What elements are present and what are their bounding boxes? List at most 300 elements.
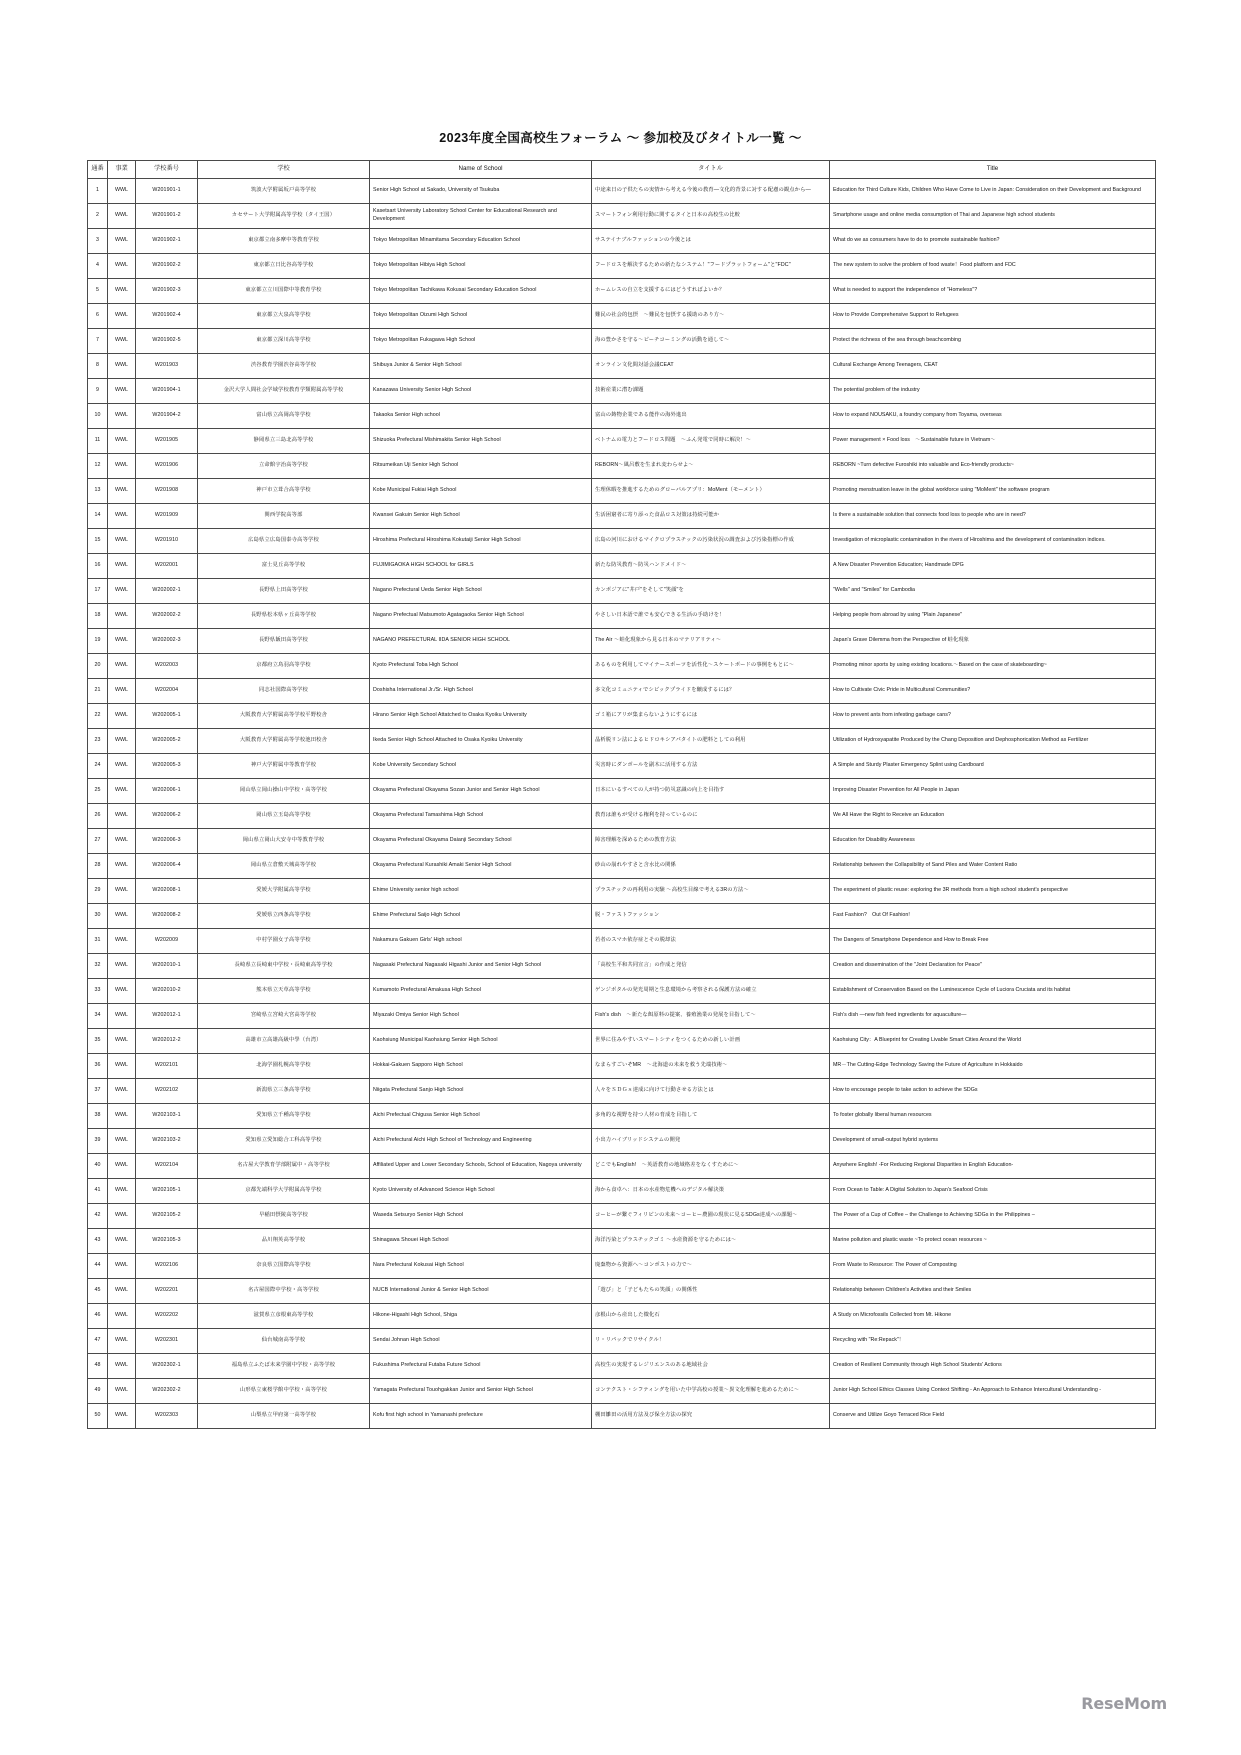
column-header-title-en: Title (830, 161, 1156, 179)
cell-project: WWL (108, 654, 136, 679)
cell-no: 21 (88, 679, 108, 704)
cell-project: WWL (108, 354, 136, 379)
table-row (88, 904, 1156, 929)
cell-title-en: Conserve and Utilize Goyo Terraced Rice Field (830, 1404, 1156, 1429)
cell-school-en: Kofu first high school in Yamanashi prefecture (370, 1404, 592, 1429)
cell-project: WWL (108, 804, 136, 829)
cell-school-code: W202103-1 (136, 1104, 198, 1129)
cell-school-en: Shinagawa Shouei High School (370, 1229, 592, 1254)
cell-project: WWL (108, 754, 136, 779)
cell-school-code: W202010-1 (136, 954, 198, 979)
cell-title-ja: ゲンジボタルの発光周期と生息環境から考察される保護方法の確立 (592, 979, 830, 1004)
cell-no: 11 (88, 429, 108, 454)
cell-no: 45 (88, 1279, 108, 1304)
cell-school-en: Nara Prefectural Kokusai High School (370, 1254, 592, 1279)
cell-title-en: Power management × Food loss ～Sustainable future in Vietnam～ (830, 429, 1156, 454)
cell-title-ja: カンボジアに"井戸"をそして"笑顔"を (592, 579, 830, 604)
cell-school-code: W202008-1 (136, 879, 198, 904)
cell-title-en: Smartphone usage and online media consumption of Thai and Japanese high school students (830, 204, 1156, 229)
cell-project: WWL (108, 1229, 136, 1254)
cell-project: WWL (108, 179, 136, 204)
cell-school-code: W201901-1 (136, 179, 198, 204)
cell-title-ja: 海から食卓へ：日本の水産物危機へのデジタル解決策 (592, 1179, 830, 1204)
cell-school-ja: 神戸市立葺合高等学校 (198, 479, 370, 504)
cell-project: WWL (108, 629, 136, 654)
cell-school-code: W202202 (136, 1304, 198, 1329)
cell-school-code: W201902-5 (136, 329, 198, 354)
cell-school-ja: 静岡県立三島北高等学校 (198, 429, 370, 454)
cell-no: 28 (88, 854, 108, 879)
cell-school-code: W202104 (136, 1154, 198, 1179)
cell-title-ja: 高校生の実現するレジリエンスのある地域社会 (592, 1354, 830, 1379)
cell-school-en: Ehime University senior high school (370, 879, 592, 904)
cell-project: WWL (108, 479, 136, 504)
cell-title-en: The Dangers of Smartphone Dependence and How to Break Free (830, 929, 1156, 954)
cell-project: WWL (108, 979, 136, 1004)
column-header-school-en: Name of School (370, 161, 592, 179)
table-row (88, 1229, 1156, 1254)
cell-title-en: Education for Third Culture Kids, Children Who Have Come to Live in Japan: Consideration on their Development and Background (830, 179, 1156, 204)
cell-school-code: W202006-3 (136, 829, 198, 854)
cell-school-en: NAGANO PREFECTURAL IIDA SENIOR HIGH SCHOOL (370, 629, 592, 654)
cell-no: 49 (88, 1379, 108, 1404)
cell-project: WWL (108, 204, 136, 229)
cell-title-ja: 生活困窮者に寄り添った食品ロス対策は持続可能か (592, 504, 830, 529)
table-row (88, 1054, 1156, 1079)
cell-project: WWL (108, 854, 136, 879)
cell-school-code: W202105-3 (136, 1229, 198, 1254)
cell-school-code: W201902-3 (136, 279, 198, 304)
cell-project: WWL (108, 1129, 136, 1154)
cell-project: WWL (108, 954, 136, 979)
column-header-school-code: 学校番号 (136, 161, 198, 179)
cell-school-ja: 山梨県立甲府第一高等学校 (198, 1404, 370, 1429)
cell-project: WWL (108, 779, 136, 804)
cell-title-ja: 新たな防災教育～防災ハンドメイド～ (592, 554, 830, 579)
cell-project: WWL (108, 1254, 136, 1279)
cell-school-code: W201905 (136, 429, 198, 454)
cell-project: WWL (108, 254, 136, 279)
table-row (88, 729, 1156, 754)
cell-school-code: W202012-2 (136, 1029, 198, 1054)
cell-school-code: W202003 (136, 654, 198, 679)
cell-no: 22 (88, 704, 108, 729)
cell-title-ja: ホームレスの自立を支援するにはどうすればよいか？ (592, 279, 830, 304)
cell-school-en: Kanazawa University Senior High School (370, 379, 592, 404)
cell-no: 6 (88, 304, 108, 329)
cell-school-en: Aichi Prefectual Chigusa Senior High School (370, 1104, 592, 1129)
table-row (88, 379, 1156, 404)
cell-school-en: Shibuya Junior & Senior High School (370, 354, 592, 379)
cell-title-en: The potential problem of the industry (830, 379, 1156, 404)
cell-title-en: Relationship between Children's Activities and their Smiles (830, 1279, 1156, 1304)
cell-no: 23 (88, 729, 108, 754)
cell-school-ja: 京都府立鳥羽高等学校 (198, 654, 370, 679)
cell-school-code: W201903 (136, 354, 198, 379)
cell-school-ja: 滋賀県立彦根東高等学校 (198, 1304, 370, 1329)
cell-school-en: Yamagata Prefectural Touohgakkan Junior and Senior High School (370, 1379, 592, 1404)
cell-school-ja: 岡山県立倉敷天城高等学校 (198, 854, 370, 879)
cell-project: WWL (108, 1054, 136, 1079)
cell-school-ja: 神戸大学附属中等教育学校 (198, 754, 370, 779)
cell-title-ja: ベトナムの電力とフードロス問題 ～ふん発電で同時に解決！～ (592, 429, 830, 454)
table-row (88, 304, 1156, 329)
cell-title-ja: リ・リパックでリサイクル！ (592, 1329, 830, 1354)
cell-school-ja: 京都先端科学大学附属高等学校 (198, 1179, 370, 1204)
table-row (88, 779, 1156, 804)
cell-title-ja: 海の豊かさを守る～ビーチコーミングの活動を通して～ (592, 329, 830, 354)
cell-title-en: How to expand NOUSAKU, a foundry company from Toyama, overseas (830, 404, 1156, 429)
cell-title-en: Marine pollution and plastic waste ~To protect ocean resources ~ (830, 1229, 1156, 1254)
cell-no: 14 (88, 504, 108, 529)
table-row (88, 254, 1156, 279)
cell-school-en: Hikone-Higashi High School, Shiga (370, 1304, 592, 1329)
cell-school-ja: 渋谷教育学園渋谷高等学校 (198, 354, 370, 379)
cell-no: 7 (88, 329, 108, 354)
cell-title-ja: 棚田雛田の活用方法及び保全方法の探究 (592, 1404, 830, 1429)
cell-school-en: Kobe Municipal Fukiai High School (370, 479, 592, 504)
cell-school-code: W201910 (136, 529, 198, 554)
cell-title-en: Cultural Exchange Among Teenagers, CEAT (830, 354, 1156, 379)
cell-title-ja: The Air ～蛙化現象から見る日本のマテリアリティ～ (592, 629, 830, 654)
cell-no: 48 (88, 1354, 108, 1379)
cell-title-ja: 日本にいるすべての人が持つ防災意識の向上を目指す (592, 779, 830, 804)
cell-title-en: Fast Fashion? Out Of Fashion! (830, 904, 1156, 929)
cell-school-ja: 長野県飯田高等学校 (198, 629, 370, 654)
cell-school-ja: 長野県上田高等学校 (198, 579, 370, 604)
cell-title-en: The new system to solve the problem of food waste！Food platform and FDC (830, 254, 1156, 279)
cell-project: WWL (108, 1329, 136, 1354)
cell-school-code: W202005-1 (136, 704, 198, 729)
cell-project: WWL (108, 1354, 136, 1379)
cell-school-ja: 金沢大学人間社会学域学校教育学類附属高等学校 (198, 379, 370, 404)
column-header-project: 事業 (108, 161, 136, 179)
cell-title-ja: サステイナブルファッションの今後とは (592, 229, 830, 254)
cell-school-ja: 岡山県立岡山操山中学校・高等学校 (198, 779, 370, 804)
cell-project: WWL (108, 1154, 136, 1179)
cell-title-en: Creation of Resilient Community through High School Students' Actions (830, 1354, 1156, 1379)
cell-no: 29 (88, 879, 108, 904)
cell-title-ja: 多文化コミュニティでシビックプライドを醸成するには？ (592, 679, 830, 704)
cell-project: WWL (108, 879, 136, 904)
cell-school-ja: 熊本県立天草高等学校 (198, 979, 370, 1004)
cell-title-en: Recycling with "Re:Repack"！ (830, 1329, 1156, 1354)
cell-school-ja: カセサート大学附属高等学校（タイ王国） (198, 204, 370, 229)
cell-school-code: W201909 (136, 504, 198, 529)
cell-project: WWL (108, 304, 136, 329)
cell-school-en: Kaohsiung Municipal Kaohsiung Senior High School (370, 1029, 592, 1054)
cell-school-en: FUJIMIGAOKA HIGH SCHOOL for GIRLS (370, 554, 592, 579)
cell-school-code: W202102 (136, 1079, 198, 1104)
cell-no: 50 (88, 1404, 108, 1429)
cell-title-en: Establishment of Conservation Based on the Luminescence Cycle of Luciora Cruciata and its habitat (830, 979, 1156, 1004)
cell-title-ja: オンライン文化間対話会議CEAT (592, 354, 830, 379)
cell-school-en: Hokkai-Gakuen Sapporo High School (370, 1054, 592, 1079)
cell-project: WWL (108, 1279, 136, 1304)
cell-school-ja: 東京都立南多摩中等教育学校 (198, 229, 370, 254)
cell-project: WWL (108, 704, 136, 729)
cell-school-code: W202101 (136, 1054, 198, 1079)
table-row (88, 529, 1156, 554)
cell-title-en: How to Cultivate Civic Pride in Multicultural Communities? (830, 679, 1156, 704)
cell-school-ja: 大阪教育大学附属高等学校平野校舎 (198, 704, 370, 729)
cell-no: 10 (88, 404, 108, 429)
cell-project: WWL (108, 379, 136, 404)
cell-school-code: W202106 (136, 1254, 198, 1279)
cell-school-ja: 岡山県立玉島高等学校 (198, 804, 370, 829)
table-row (88, 329, 1156, 354)
cell-school-en: Waseda Setsuryo Senior High School (370, 1204, 592, 1229)
table-row (88, 1304, 1156, 1329)
table-row (88, 1004, 1156, 1029)
cell-title-ja: 難民の社会的包摂 ～難民を包摂する援助のあり方～ (592, 304, 830, 329)
cell-no: 35 (88, 1029, 108, 1054)
cell-school-en: Tokyo Metropolitan Hibiya High School (370, 254, 592, 279)
cell-project: WWL (108, 279, 136, 304)
cell-title-en: Relationship between the Collapsibility of Sand Piles and Water Content Ratio (830, 854, 1156, 879)
cell-school-en: Nagano Prefectural Ueda Senior High School (370, 579, 592, 604)
cell-no: 17 (88, 579, 108, 604)
cell-school-ja: 仙台城南高等学校 (198, 1329, 370, 1354)
cell-no: 31 (88, 929, 108, 954)
table-row (88, 854, 1156, 879)
cell-school-ja: 品川翔英高等学校 (198, 1229, 370, 1254)
cell-school-ja: 高雄市立高雄高級中學（台湾） (198, 1029, 370, 1054)
cell-school-en: Kyoto University of Advanced Science High School (370, 1179, 592, 1204)
table-row (88, 629, 1156, 654)
table-row (88, 179, 1156, 204)
cell-school-en: Sendai Johnan High School (370, 1329, 592, 1354)
cell-title-en: Utilization of Hydroxyapatite Produced by the Chang Deposition and Dephosphorication Method as Fertilizer (830, 729, 1156, 754)
cell-school-ja: 岡山県立岡山大安寺中等教育学校 (198, 829, 370, 854)
table-row (88, 1329, 1156, 1354)
cell-title-ja: プラスチックの再利用の実験 ～高校生目線で考える3Rの方法～ (592, 879, 830, 904)
cell-project: WWL (108, 404, 136, 429)
cell-school-code: W201902-1 (136, 229, 198, 254)
table-row (88, 279, 1156, 304)
cell-school-code: W201908 (136, 479, 198, 504)
table-row (88, 1179, 1156, 1204)
table-row (88, 1379, 1156, 1404)
page-title: 2023年度全国高校生フォーラム ～ 参加校及びタイトル一覧 ～ (439, 131, 802, 145)
cell-no: 27 (88, 829, 108, 854)
cell-title-en: A New Disaster Prevention Education; Handmade DPG (830, 554, 1156, 579)
column-header-title-ja: タイトル (592, 161, 830, 179)
cell-title-ja: 脱・ファストファッション (592, 904, 830, 929)
cell-title-en: Helping people from abroad by using "Plain Japanese" (830, 604, 1156, 629)
cell-school-en: Kobe University Secondary School (370, 754, 592, 779)
cell-school-ja: 名古屋国際中学校・高等学校 (198, 1279, 370, 1304)
cell-school-en: Aichi Prefectural Aichi High School of Technology and Engineering (370, 1129, 592, 1154)
cell-school-code: W201906 (136, 454, 198, 479)
cell-no: 15 (88, 529, 108, 554)
cell-no: 8 (88, 354, 108, 379)
cell-title-ja: ゴミ箱にアリが集まらないようにするには (592, 704, 830, 729)
cell-no: 36 (88, 1054, 108, 1079)
cell-title-ja: 小出力ハイブリッドシステムの開発 (592, 1129, 830, 1154)
cell-school-ja: 長野県松本県ヶ丘高等学校 (198, 604, 370, 629)
cell-school-ja: 山形県立東桜学館中学校・高等学校 (198, 1379, 370, 1404)
cell-no: 16 (88, 554, 108, 579)
cell-no: 3 (88, 229, 108, 254)
cell-school-en: Ritsumeikan Uji Senior High School (370, 454, 592, 479)
table-row (88, 1254, 1156, 1279)
cell-school-en: Okayama Prefectural Kurashiki Amaki Senior High School (370, 854, 592, 879)
cell-school-en: Takaoka Senior High school (370, 404, 592, 429)
cell-title-en: Junior High School Ethics Classes Using Context Shifting - An Approach to Enhance Intercultural Understanding - (830, 1379, 1156, 1404)
cell-school-en: Fukushima Prefectural Futaba Future School (370, 1354, 592, 1379)
cell-project: WWL (108, 1104, 136, 1129)
table-row (88, 829, 1156, 854)
cell-project: WWL (108, 454, 136, 479)
cell-title-en: What do we as consumers have to do to promote sustainable fashion? (830, 229, 1156, 254)
cell-title-en: What is needed to support the independence of "Homeless"? (830, 279, 1156, 304)
cell-project: WWL (108, 604, 136, 629)
cell-no: 40 (88, 1154, 108, 1179)
cell-school-code: W202002-3 (136, 629, 198, 654)
cell-title-ja: スマートフォン利用行動に関するタイと日本の高校生の比較 (592, 204, 830, 229)
cell-school-code: W202006-2 (136, 804, 198, 829)
cell-school-en: Tokyo Metropolitan Fukagawa High School (370, 329, 592, 354)
table-row (88, 1279, 1156, 1304)
table-row (88, 929, 1156, 954)
cell-title-ja: 晶析脱リン法によるヒドロキシアパタイトの肥料としての利用 (592, 729, 830, 754)
cell-project: WWL (108, 1379, 136, 1404)
cell-school-en: NUCB International Junior & Senior High School (370, 1279, 592, 1304)
cell-title-ja: 広島の河川におけるマイクロプラスチックの汚染状況の調査および汚染指標の作成 (592, 529, 830, 554)
cell-project: WWL (108, 529, 136, 554)
cell-title-ja: 若者のスマホ依存症とその脱却法 (592, 929, 830, 954)
cell-title-en: How to prevent ants from infesting garbage cans? (830, 704, 1156, 729)
cell-no: 30 (88, 904, 108, 929)
cell-project: WWL (108, 1004, 136, 1029)
cell-school-ja: 長崎県立長崎東中学校・長崎東高等学校 (198, 954, 370, 979)
cell-school-en: Senior High School at Sakado, University of Tsukuba (370, 179, 592, 204)
cell-school-code: W202005-2 (136, 729, 198, 754)
cell-school-en: Kumamoto Prefectural Amakusa High School (370, 979, 592, 1004)
cell-title-en: From Waste to Resource: The Power of Composting (830, 1254, 1156, 1279)
table-row (88, 229, 1156, 254)
table-row (88, 579, 1156, 604)
cell-title-en: We All Have the Right to Receive an Education (830, 804, 1156, 829)
cell-project: WWL (108, 679, 136, 704)
cell-school-en: Okayama Prefectural Okayama Daianji Secondary School (370, 829, 592, 854)
table-row (88, 1354, 1156, 1379)
cell-title-ja: 人々をＳＤＧｓ達成に向けて行動させる方法とは (592, 1079, 830, 1104)
cell-school-ja: 新潟県立三条高等学校 (198, 1079, 370, 1104)
cell-school-code: W202301 (136, 1329, 198, 1354)
cell-project: WWL (108, 904, 136, 929)
cell-school-ja: 広島県立広島国泰寺高等学校 (198, 529, 370, 554)
cell-project: WWL (108, 1204, 136, 1229)
table-row (88, 979, 1156, 1004)
cell-no: 44 (88, 1254, 108, 1279)
cell-no: 18 (88, 604, 108, 629)
cell-school-ja: 愛媛県立西条高等学校 (198, 904, 370, 929)
cell-school-code: W201902-4 (136, 304, 198, 329)
cell-school-code: W201901-2 (136, 204, 198, 229)
cell-school-ja: 奈良県立国際高等学校 (198, 1254, 370, 1279)
cell-title-ja: 砂山の崩れやすさと含水比の関係 (592, 854, 830, 879)
table-row (88, 804, 1156, 829)
table-row (88, 1129, 1156, 1154)
cell-title-en: The Power of a Cup of Coffee – the Challenge to Achieving SDGs in the Philippines – (830, 1204, 1156, 1229)
cell-school-code: W202302-2 (136, 1379, 198, 1404)
cell-school-en: Nakamura Gakuen Girls' High school (370, 929, 592, 954)
cell-school-ja: 中村学園女子高等学校 (198, 929, 370, 954)
cell-school-en: Okayama Prefectural Okayama Sozan Junior and Senior High School (370, 779, 592, 804)
cell-project: WWL (108, 504, 136, 529)
cell-school-code: W202006-4 (136, 854, 198, 879)
participating-schools-table (87, 160, 1156, 1429)
table-row (88, 404, 1156, 429)
cell-no: 19 (88, 629, 108, 654)
cell-school-code: W201904-2 (136, 404, 198, 429)
cell-title-ja: コンテクスト・シフティングを用いた中学高校の授業～異文化理解を進めるために～ (592, 1379, 830, 1404)
table-row (88, 1154, 1156, 1179)
table-row (88, 479, 1156, 504)
cell-school-en: Niigata Prefectural Sanjo High School (370, 1079, 592, 1104)
table-row (88, 454, 1156, 479)
table-row (88, 204, 1156, 229)
cell-school-en: Hirano Senior High School Attatched to Osaka Kyoiku University (370, 704, 592, 729)
cell-project: WWL (108, 829, 136, 854)
cell-school-code: W202303 (136, 1404, 198, 1429)
cell-school-ja: 富山県立高岡高等学校 (198, 404, 370, 429)
cell-school-ja: 東京都立大泉高等学校 (198, 304, 370, 329)
cell-title-en: To foster globally liberal human resources (830, 1104, 1156, 1129)
cell-no: 1 (88, 179, 108, 204)
cell-school-ja: 関西学院高等部 (198, 504, 370, 529)
cell-title-ja: やさしい日本語で誰でも安心できる生活の手助けを！ (592, 604, 830, 629)
cell-school-en: Doshisha International Jr./Sr. High School (370, 679, 592, 704)
cell-title-ja: 「遊び」と「子どもたちの笑顔」の関係性 (592, 1279, 830, 1304)
cell-no: 32 (88, 954, 108, 979)
cell-no: 37 (88, 1079, 108, 1104)
cell-title-ja: 彦根山から産出した微化石 (592, 1304, 830, 1329)
cell-title-en: A Study on Microfossils Collected from Mt. Hikone (830, 1304, 1156, 1329)
cell-title-ja: 廃棄物から資源へ～コンポストの力で～ (592, 1254, 830, 1279)
cell-no: 5 (88, 279, 108, 304)
table-row (88, 1029, 1156, 1054)
cell-title-en: Is there a sustainable solution that connects food loss to people who are in need? (830, 504, 1156, 529)
cell-no: 9 (88, 379, 108, 404)
cell-no: 25 (88, 779, 108, 804)
cell-school-ja: 福島県立ふたば未来学園中学校・高等学校 (198, 1354, 370, 1379)
cell-school-code: W202004 (136, 679, 198, 704)
cell-title-en: MR－The Cutting-Edge Technology Saving the Future of Agriculture in Hokkaido (830, 1054, 1156, 1079)
cell-title-ja: コーヒーが繋ぐフィリピンの未来～コーヒー農園の現状に見るSDGs達成への課題～ (592, 1204, 830, 1229)
cell-no: 26 (88, 804, 108, 829)
cell-no: 38 (88, 1104, 108, 1129)
cell-school-code: W201904-1 (136, 379, 198, 404)
cell-title-ja: 富山の鋳物企業である能作の海外進出 (592, 404, 830, 429)
cell-no: 34 (88, 1004, 108, 1029)
cell-project: WWL (108, 1079, 136, 1104)
cell-title-ja: 「高校生平和共同宣言」の作成と発信 (592, 954, 830, 979)
cell-title-en: Promoting minor sports by using existing locations.～Based on the case of skateboarding~ (830, 654, 1156, 679)
cell-project: WWL (108, 1179, 136, 1204)
cell-no: 20 (88, 654, 108, 679)
table-row (88, 654, 1156, 679)
cell-no: 39 (88, 1129, 108, 1154)
cell-title-en: REBORN ~Turn defective Furoshiki into valuable and Eco-friendly products~ (830, 454, 1156, 479)
cell-title-en: Protect the richness of the sea through beachcombing (830, 329, 1156, 354)
cell-title-ja: フードロスを解決するための新たなシステム！"フードプラットフォーム"と"FDC" (592, 254, 830, 279)
cell-school-en: Kyoto Prefectural Toba High School (370, 654, 592, 679)
cell-school-en: Nagano Prefectual Matsumoto Agatagaoka Senior High School (370, 604, 592, 629)
cell-title-en: Kaohsiung City：A Blueprint for Creating Livable Smart Cities Around the World (830, 1029, 1156, 1054)
